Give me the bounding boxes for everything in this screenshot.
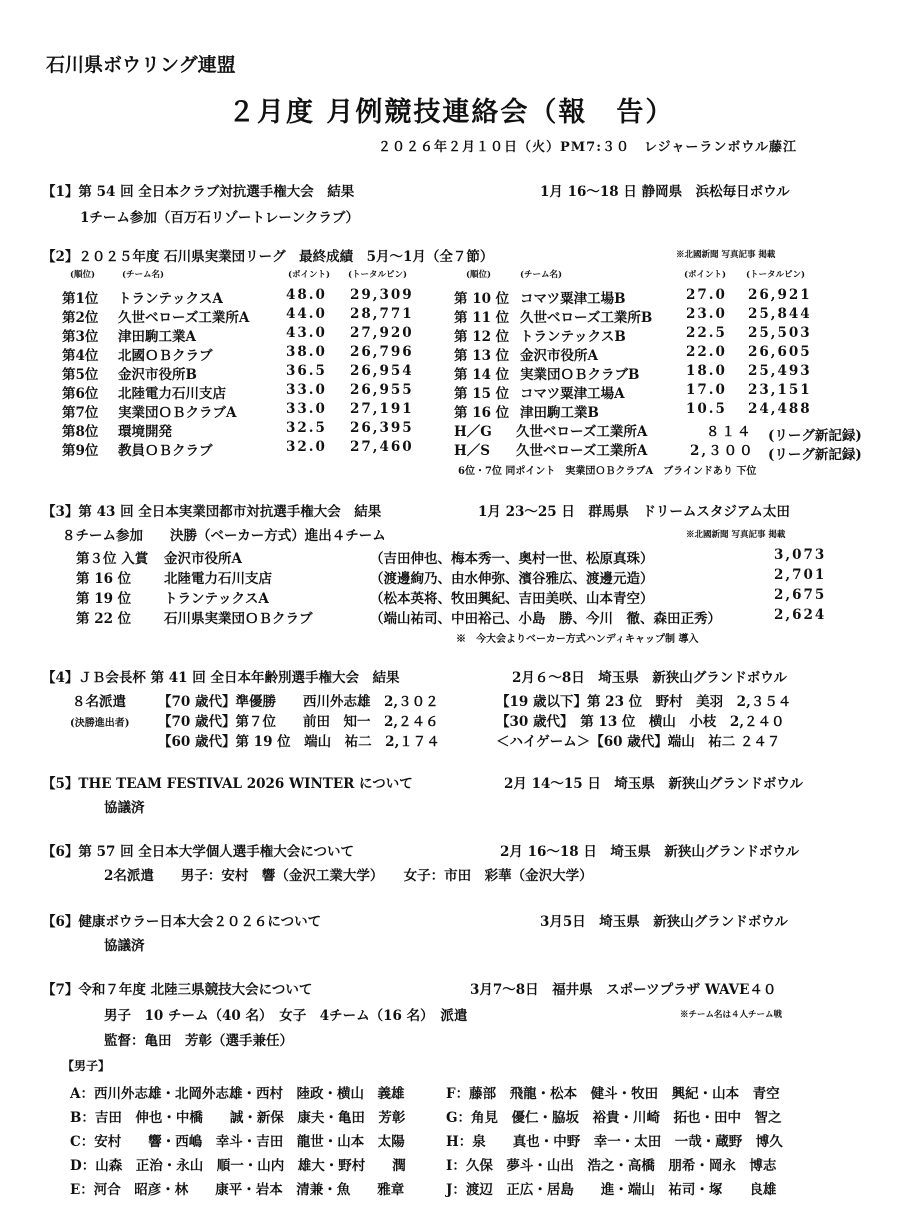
s7-meta: 3月7～8日 福井県 スポーツプラザ WAVE４０	[470, 982, 777, 998]
standing-points: 27.0	[686, 287, 727, 303]
team-roster: E：河合 昭彦・林 康平・岩本 清兼・魚 雅章	[70, 1182, 405, 1198]
standing-pins: 26,954	[350, 363, 414, 379]
s4-result-2a: 【70 歳代】第７位 前田 知一 2,２４６	[158, 714, 439, 730]
standing-points: 32.0	[286, 439, 327, 455]
s3-score: 3,073	[774, 547, 827, 563]
col-team-left: (チーム名)	[122, 270, 165, 280]
s6b-line: 協議済	[104, 938, 145, 954]
s4-heading: 【4】ＪＢ会長杯 第 41 回 全日本年齢別選手権大会 結果	[42, 670, 400, 686]
standing-rank: 第7位	[62, 405, 99, 421]
s6a-line: 2名派遣 男子：安村 響（金沢工業大学） 女子：市田 彩華（金沢大学）	[104, 868, 593, 884]
standing-points: 18.0	[686, 363, 727, 379]
team-roster: F：藤部 飛龍・松本 健斗・牧田 興紀・山本 青空	[446, 1086, 780, 1102]
s3-rank: 第 19 位	[76, 591, 132, 607]
standing-rank: 第 12 位	[454, 329, 510, 345]
s7-note: ※チーム名は４人チーム戦	[680, 1010, 783, 1020]
standing-pins: 23,151	[748, 382, 812, 398]
s6b-meta: 3月5日 埼玉県 新狭山グランドボウル	[540, 914, 788, 930]
s3-score: 2,701	[774, 567, 827, 583]
hg-value: ８１４	[706, 424, 753, 440]
hs-value: 2,３００	[690, 443, 755, 459]
standing-points: 10.5	[686, 401, 727, 417]
team-roster: I：久保 夢斗・山出 浩之・高橋 朋希・岡永 博志	[446, 1158, 777, 1174]
col-pins-left: (トータルピン)	[348, 270, 408, 280]
team-roster: C：安村 響・西嶋 幸斗・吉田 龍世・山本 太陽	[70, 1134, 405, 1150]
s1-heading: 【1】第 54 回 全日本クラブ対抗選手権大会 結果	[42, 184, 355, 200]
standing-rank: 第 11 位	[454, 310, 510, 326]
standing-points: 38.0	[286, 344, 327, 360]
standing-rank: 第2位	[62, 310, 99, 326]
s7-heading: 【7】令和７年度 北陸三県競技大会について	[42, 982, 313, 998]
standing-team: 実業団ＯＢクラブB	[520, 367, 640, 383]
standing-team: コマツ粟津工場A	[520, 386, 625, 402]
standing-team: トランテックスB	[520, 329, 626, 345]
s3-members: （吉田伸也、梅本秀一、奥村一世、松原真珠）	[370, 551, 654, 567]
s3-score: 2,675	[774, 587, 827, 603]
hg-record: (リーグ新記録)	[768, 428, 862, 444]
standing-rank: 第9位	[62, 443, 99, 459]
team-roster: A：西川外志雄・北岡外志雄・西村 陸政・横山 義雄	[70, 1086, 405, 1102]
s6a-meta: 2月 16～18 日 埼玉県 新狭山グランドボウル	[500, 844, 799, 860]
standing-team: 久世ベローズ工業所A	[118, 310, 250, 326]
hs-team: 久世ベローズ工業所A	[516, 443, 648, 459]
standing-points: 22.5	[686, 325, 727, 341]
standing-rank: 第4位	[62, 348, 99, 364]
standing-points: 43.0	[286, 325, 327, 341]
page-title: ２月度 月例競技連絡会（報 告）	[228, 97, 675, 128]
standing-team: 環境開発	[118, 424, 172, 440]
standing-points: 32.5	[286, 420, 327, 436]
team-roster: J：渡辺 正広・居島 進・端山 祐司・塚 良雄	[446, 1182, 777, 1198]
s4-meta: 2月６～8日 埼玉県 新狭山グランドボウル	[512, 670, 787, 686]
s5-line: 協議済	[104, 800, 145, 816]
s6a-heading: 【6】第 57 回 全日本大学個人選手権大会について	[42, 844, 355, 860]
s3-press-note: ※北國新聞 写真記事 掲載	[686, 530, 786, 540]
standing-team: 金沢市役所B	[118, 367, 197, 383]
s1-meta: 1月 16～18 日 静岡県 浜松毎日ボウル	[540, 184, 790, 200]
s4-result-3a: 【60 歳代】第 19 位 端山 祐二 2,１７４	[158, 734, 440, 750]
standing-points: 23.0	[686, 306, 727, 322]
s3-team: 金沢市役所A	[164, 551, 242, 567]
s5-heading: 【5】THE TEAM FESTIVAL 2026 WINTER について	[42, 776, 413, 792]
hg-team: 久世ベローズ工業所A	[516, 424, 648, 440]
s4-result-3b: ＜ハイゲーム＞【60 歳代】端山 祐二 ２４７	[496, 734, 781, 750]
s3-meta: 1月 23～25 日 群馬県 ドリームスタジアム太田	[478, 504, 790, 520]
s2-footnote: 6位・7位 同ポイント 実業団ＯＢクラブA ブラインドあり 下位	[458, 466, 757, 477]
s3-score: 2,624	[774, 607, 827, 623]
organization-name: 石川県ボウリング連盟	[46, 54, 236, 76]
col-rank-left: (順位)	[70, 270, 96, 280]
col-rank-right: (順位)	[466, 270, 492, 280]
s6b-heading: 【6】健康ボウラー日本大会２０２６について	[42, 914, 322, 930]
col-team-right: (チーム名)	[520, 270, 563, 280]
standing-rank: 第 13 位	[454, 348, 510, 364]
s1-line: 1チーム参加（百万石リゾートレーンクラブ）	[80, 210, 359, 226]
team-roster: B：吉田 伸也・中橋 誠・新保 康夫・亀田 芳彰	[70, 1110, 406, 1126]
standing-pins: 25,493	[748, 363, 812, 379]
standing-points: 44.0	[286, 306, 327, 322]
team-roster: D：山森 正治・永山 順一・山内 雄大・野村 潤	[70, 1158, 406, 1174]
s3-team: 石川県実業団ＯＢクラブ	[164, 611, 313, 627]
s3-team: トランテックスA	[164, 591, 269, 607]
standing-pins: 28,771	[350, 306, 414, 322]
standing-points: 48.0	[286, 287, 327, 303]
standing-team: トランテックスA	[118, 291, 223, 307]
s3-members: （端山祐司、中田裕己、小島 勝、今川 徹、森田正秀）	[370, 611, 721, 627]
s7-line1: 男子 10 チーム（40 名） 女子 4チーム（16 名） 派遣	[104, 1008, 468, 1024]
s4-result-2b: 【30 歳代】 第 13 位 横山 小枝 2,２４０	[496, 714, 785, 730]
col-point-right: (ポイント)	[684, 270, 727, 280]
s4-result-1b: 【19 歳以下】第 23 位 野村 美羽 2,３５４	[496, 694, 792, 710]
hs-label: H／S	[454, 443, 491, 459]
standing-pins: 25,844	[748, 306, 812, 322]
standing-pins: 29,309	[350, 287, 414, 303]
standing-rank: 第 10 位	[454, 291, 510, 307]
standing-team: 津田駒工業A	[118, 329, 196, 345]
s5-meta: 2月 14～15 日 埼玉県 新狭山グランドボウル	[504, 776, 803, 792]
s4-dispatch: ８名派遣	[72, 694, 126, 710]
standing-points: 33.0	[286, 401, 327, 417]
col-point-left: (ポイント)	[288, 270, 331, 280]
standing-points: 36.5	[286, 363, 327, 379]
standing-pins: 27,460	[350, 439, 414, 455]
standing-rank: 第 16 位	[454, 405, 510, 421]
team-roster: G：角見 優仁・脇坂 裕貴・川崎 拓也・田中 智之	[446, 1110, 782, 1126]
s2-heading: 【2】２０２５年度 石川県実業団リーグ 最終成績 5月～1月（全７節）	[42, 249, 494, 265]
standing-team: コマツ粟津工場B	[520, 291, 626, 307]
s3-members: （渡邊絢乃、由水伸弥、濱谷雅広、渡邊元造）	[370, 571, 654, 587]
standing-team: 北陸電力石川支店	[118, 386, 226, 402]
standing-pins: 26,605	[748, 344, 812, 360]
s3-heading: 【3】第 43 回 全日本実業団都市対抗選手権大会 結果	[42, 504, 382, 520]
s3-team: 北陸電力石川支店	[164, 571, 272, 587]
s2-press-note: ※北國新聞 写真記事 掲載	[676, 250, 776, 260]
standing-rank: 第 14 位	[454, 367, 510, 383]
standing-pins: 27,191	[350, 401, 414, 417]
s7-line2: 監督：亀田 芳彰（選手兼任）	[104, 1033, 293, 1049]
s3-rank: 第３位 入賞	[76, 551, 149, 567]
standing-pins: 24,488	[748, 401, 812, 417]
meeting-date-venue: ２０２６年２月１０日（火）PM7:３０ レジャーランボウル藤江	[378, 140, 798, 155]
standing-rank: 第8位	[62, 424, 99, 440]
standing-pins: 25,503	[748, 325, 812, 341]
standing-pins: 26,395	[350, 420, 414, 436]
standing-team: 北國ＯＢクラブ	[118, 348, 213, 364]
standing-pins: 26,796	[350, 344, 414, 360]
standing-rank: 第1位	[62, 291, 99, 307]
s3-rank: 第 16 位	[76, 571, 132, 587]
hg-label: H／G	[454, 424, 492, 440]
standing-pins: 26,955	[350, 382, 414, 398]
standing-team: 久世ベローズ工業所B	[520, 310, 653, 326]
standing-points: 33.0	[286, 382, 327, 398]
col-pins-right: (トータルピン)	[746, 270, 806, 280]
s3-members: （松本英将、牧田興紀、吉田美咲、山本青空）	[370, 591, 654, 607]
s4-result-1a: 【70 歳代】準優勝 西川外志雄 2,３０２	[158, 694, 439, 710]
standing-team: 金沢市役所A	[520, 348, 598, 364]
s3-footnote: ※ 今大会よりベーカー方式ハンディキャップ制 導入	[456, 634, 699, 645]
standing-pins: 27,920	[350, 325, 414, 341]
standing-rank: 第5位	[62, 367, 99, 383]
standing-rank: 第 15 位	[454, 386, 510, 402]
s3-line: ８チーム参加 決勝（ベーカー方式）進出４チーム	[62, 528, 386, 544]
standing-points: 17.0	[686, 382, 727, 398]
standing-pins: 26,921	[748, 287, 812, 303]
standing-team: 実業団ＯＢクラブA	[118, 405, 237, 421]
standing-rank: 第3位	[62, 329, 99, 345]
standing-team: 津田駒工業B	[520, 405, 599, 421]
s3-rank: 第 22 位	[76, 611, 132, 627]
standing-rank: 第6位	[62, 386, 99, 402]
team-roster: H：泉 真也・中野 幸一・太田 一哉・蔵野 博久	[446, 1134, 783, 1150]
standing-team: 教員ＯＢクラブ	[118, 443, 213, 459]
s7-men-label: 【男子】	[62, 1059, 111, 1073]
hs-record: (リーグ新記録)	[768, 447, 862, 463]
standing-points: 22.0	[686, 344, 727, 360]
s4-finalists-label: (決勝進出者)	[70, 718, 130, 729]
